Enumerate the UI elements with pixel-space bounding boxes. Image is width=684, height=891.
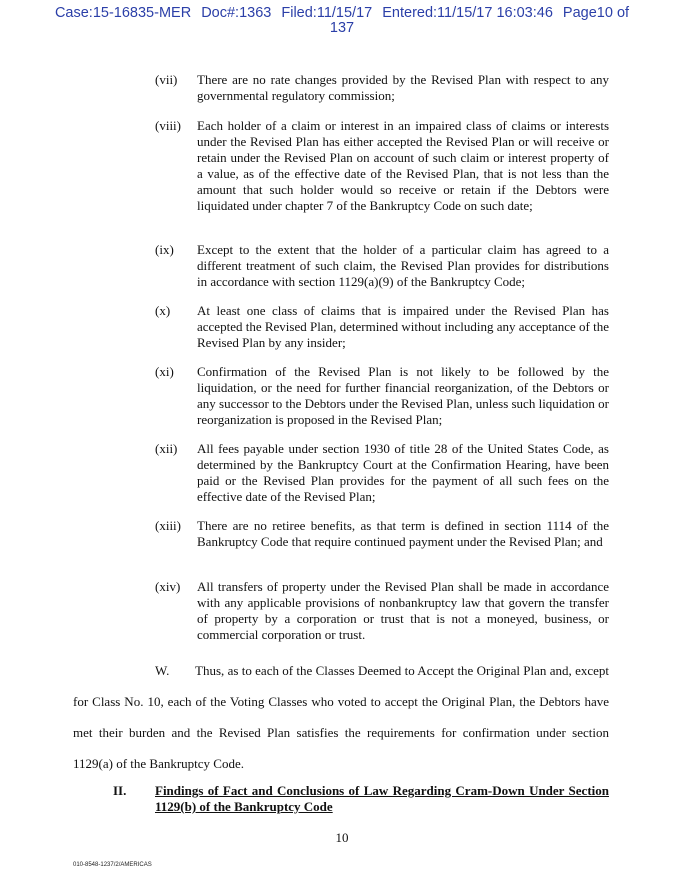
item-text: There are no retiree benefits, as that term is defined in section 1114 of the Bankruptcy Code that require continued payment under the Revised Plan; and <box>197 518 609 549</box>
item-text: At least one class of claims that is impaired under the Revised Plan has accepted the Revised Plan, determined without including any acceptance of the Revised Plan by any insider; <box>197 303 609 350</box>
item-number: (vii) <box>155 72 178 87</box>
item-number: (xi) <box>155 364 174 379</box>
case-number: Case:15-16835-MER <box>54 5 192 21</box>
paragraph-w <box>73 655 609 779</box>
entered-date: Entered:11/15/17 16:03:46 <box>382 5 553 21</box>
item-text: Confirmation of the Revised Plan is not likely to be followed by the liquidation, or the need for further financial reorganization, of the Debtors or any successor to the Debtors under the Revised Plan, unless such liquidation or reorganization is proposed in the Revised Plan; <box>197 364 609 427</box>
page-number: 10 <box>335 830 349 845</box>
item-number: (xiii) <box>155 518 181 533</box>
section-number: II. <box>113 783 127 798</box>
docket-number: Doc#:1363 <box>201 5 272 21</box>
document-id-footer: 010-8548-1237/2/AMERICAS <box>73 862 152 868</box>
item-text: Each holder of a claim or interest in an impaired class of claims or interests under the Revised Plan has either accepted the Revised Plan or will receive or retain under the Revised Plan on account of such claim or interest property of a value, as of the effective date of the Revised Plan, that is not less than the amount that such holder would so receive or retain if the Debtors were liquidated under chapter 7 of the Bankruptcy Code on such date; <box>197 118 609 213</box>
court-filing-header <box>0 6 684 36</box>
item-text: All transfers of property under the Revised Plan shall be made in accordance with any applicable provisions of nonbankruptcy law that govern the transfer of property by a corporation or trust that is not a moneyed, business, or commercial corporation or trust. <box>197 579 609 642</box>
page-label: Page10 of <box>562 5 630 21</box>
section-title: Findings of Fact and Conclusions of Law Regarding Cram-Down Under Section 1129(b) of the Bankruptcy Code <box>155 783 609 814</box>
filed-date: Filed:11/15/17 <box>281 5 373 21</box>
paragraph-text: Thus, as to each of the Classes Deemed to Accept the Original Plan and, except for Class No. 10, each of the Voting Classes who voted to accept the Original Plan, the Debtors have met their burden and the Revised Plan satisfies the requirements for confirmation under section 1129(a) of the Bankruptcy Code. <box>73 663 609 771</box>
item-number: (ix) <box>155 242 174 257</box>
item-number: (viii) <box>155 118 181 133</box>
item-text: All fees payable under section 1930 of title 28 of the United States Code, as determined by the Bankruptcy Court at the Confirmation Hearing, have been paid or the Revised Plan provides for the payment of all such fees on the effective date of the Revised Plan; <box>197 441 609 504</box>
item-number: (x) <box>155 303 171 318</box>
paragraph-label: W. <box>155 663 170 678</box>
item-text: There are no rate changes provided by the Revised Plan with respect to any governmental regulatory commission; <box>197 72 609 103</box>
item-text: Except to the extent that the holder of a particular claim has agreed to a different treatment of such claim, the Revised Plan provides for distributions in accordance with section 1129(a)(9) of the Bankruptcy Code; <box>197 242 609 289</box>
item-number: (xiv) <box>155 579 181 594</box>
item-number: (xii) <box>155 441 178 456</box>
page-total: 137 <box>329 20 355 36</box>
